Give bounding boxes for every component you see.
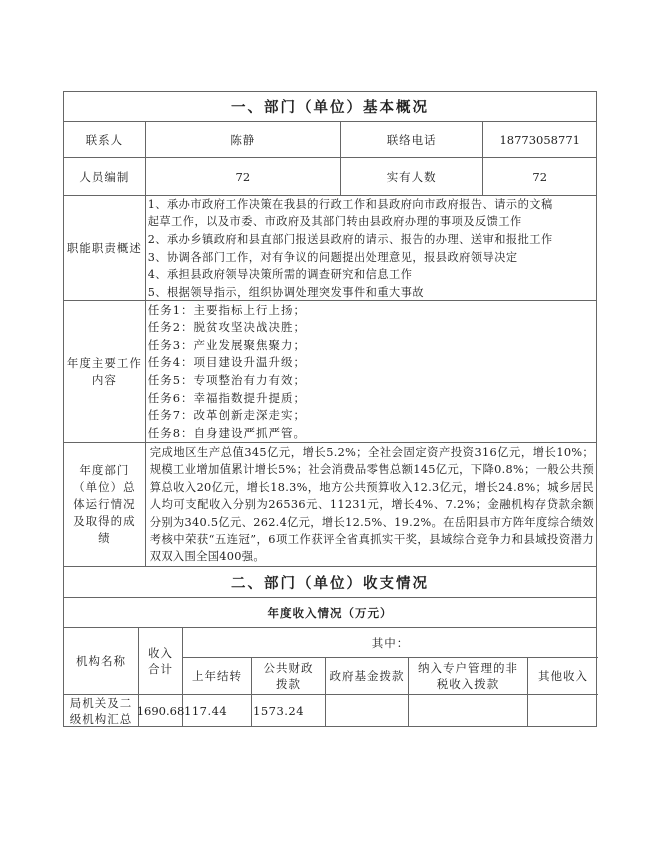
income-table bbox=[63, 628, 597, 727]
duty-line: 起草工作，以及市委、市政府及其部门转由县政府办理的事项及反馈工作 bbox=[147, 215, 522, 229]
tasks-label: 年度主要工作内容 bbox=[64, 301, 146, 442]
header-other: 其他收入 bbox=[528, 658, 598, 695]
task-line: 任务7：改革创新走深走实； bbox=[147, 408, 307, 423]
row-org-name: 局机关及二级机构汇总 bbox=[64, 695, 139, 726]
task-line: 任务1：主要指标上行上扬； bbox=[147, 302, 307, 317]
header-org-name: 机构名称 bbox=[64, 628, 139, 695]
header-non-tax: 纳入专户管理的非税收入拨款 bbox=[409, 658, 528, 695]
achievements-row bbox=[63, 443, 597, 567]
contact-label: 联系人 bbox=[64, 122, 146, 157]
section1-title-row bbox=[63, 91, 597, 122]
contact-row bbox=[63, 122, 597, 158]
budget-document-table bbox=[63, 91, 597, 727]
header-carryover: 上年结转 bbox=[183, 658, 252, 695]
tasks-content bbox=[146, 301, 596, 442]
actual-staff-value: 72 bbox=[532, 169, 548, 184]
tasks-row bbox=[63, 301, 597, 443]
row-public-finance: 1573.24 bbox=[252, 695, 326, 726]
header-public-finance: 公共财政拨款 bbox=[252, 658, 326, 695]
row-total-income: 1690.68 bbox=[139, 695, 183, 726]
section2-title-row bbox=[63, 567, 597, 598]
task-line: 任务2：脱贫攻坚决战决胜； bbox=[147, 320, 307, 335]
achievements-label: 年度部门（单位）总体运行情况及取得的成绩 bbox=[64, 443, 146, 566]
task-line: 任务3：产业发展聚焦聚力； bbox=[147, 337, 307, 352]
staff-quota-value: 72 bbox=[146, 158, 341, 195]
duties-content bbox=[146, 196, 596, 300]
row-gov-fund bbox=[326, 695, 409, 726]
header-total-income: 收入合计 bbox=[139, 628, 183, 695]
duties-label: 职能职责概述 bbox=[64, 196, 146, 300]
staff-quota-label: 人员编制 bbox=[64, 158, 146, 195]
task-line: 任务8：自身建设严抓严管。 bbox=[147, 425, 307, 440]
income-title-row bbox=[63, 598, 597, 628]
contact-value: 陈静 bbox=[146, 122, 341, 157]
header-gov-fund: 政府基金拨款 bbox=[326, 658, 409, 695]
header-of-which: 其中： bbox=[183, 628, 598, 658]
duty-line: 1、承办市政府工作决策在我县的行政工作和县政府向市政府报告、请示的文稿 bbox=[147, 197, 553, 211]
row-other bbox=[528, 695, 598, 726]
section1-title: 一、部门（单位）基本概况 bbox=[231, 99, 429, 116]
achievements-text: 完成地区生产总值345亿元，增长5.2%；全社会固定资产投资316亿元，增长10%；规模工业增加值累计增长5%；社会消费品零售总额145亿元，下降0.8%；一般公共预算总收入20亿元，增长18.3%，地方公共预算收入12.3亿元，增长24.8%；城乡居民人均可支配收入分别为26536元、11231元，增长4%、7.2%；金融机构存贷款余额分别为340.5亿元、262.4亿元，增长12.5%、19.2%。在岳阳县市方阵年度综合绩效考核中荣获“五连冠”，6项工作获评全省真抓实干奖，县域综合竞争力和县域投资潜力双双入围全国400强。 bbox=[149, 446, 594, 564]
task-line: 任务5：专项整治有力有效； bbox=[147, 373, 307, 387]
duty-line: 3、协调各部门工作，对有争议的问题提出处理意见，报县政府领导决定 bbox=[147, 250, 518, 264]
duty-line: 4、承担县政府领导决策所需的调查研究和信息工作 bbox=[147, 268, 413, 282]
task-line: 任务4：项目建设升温升级； bbox=[147, 355, 307, 370]
duties-row bbox=[63, 196, 597, 301]
actual-staff-label: 实有人数 bbox=[341, 158, 483, 195]
achievements-content bbox=[146, 443, 596, 566]
duty-line: 5、根据领导指示，组织协调处理突发事件和重大事故 bbox=[147, 285, 425, 299]
row-non-tax bbox=[409, 695, 528, 726]
task-line: 任务6：幸福指数提升提质； bbox=[147, 390, 307, 405]
section2-title: 二、部门（单位）收支情况 bbox=[231, 574, 429, 592]
staff-row bbox=[63, 158, 597, 196]
row-carryover: 117.44 bbox=[183, 695, 252, 726]
phone-label: 联络电话 bbox=[341, 122, 483, 157]
phone-value: 18773058771 bbox=[499, 132, 580, 147]
duty-line: 2、承办乡镇政府和县直部门报送县政府的请示、报告的办理、送审和报批工作 bbox=[147, 232, 553, 246]
income-title: 年度收入情况（万元） bbox=[267, 605, 393, 620]
